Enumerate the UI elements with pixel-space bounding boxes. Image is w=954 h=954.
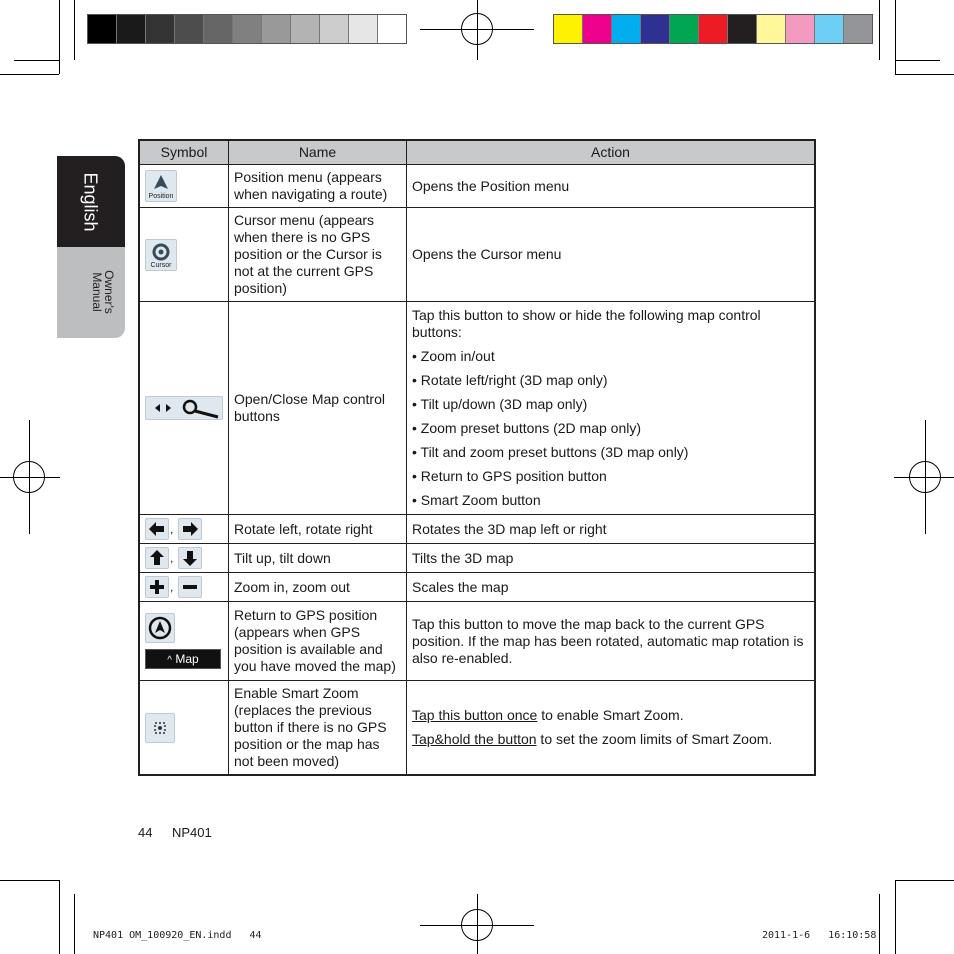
- color-swatch: [786, 15, 815, 43]
- name-cell: Enable Smart Zoom (replaces the previous button if there is no GPS position or the map has not been moved): [229, 681, 407, 776]
- action-line: Tap this button once to enable Smart Zoom.: [412, 707, 684, 723]
- name-cell: Tilt up, tilt down: [229, 544, 407, 573]
- color-swatch: [554, 15, 583, 43]
- action-cell: Rotates the 3D map left or right: [407, 515, 816, 544]
- action-line: • Zoom in/out: [412, 348, 495, 364]
- symbol-cell: ,: [139, 573, 229, 602]
- slug-filename: NP401 OM_100920_EN.indd 44: [93, 930, 262, 941]
- action-line: • Tilt and zoom preset buttons (3D map only): [412, 444, 689, 460]
- color-swatch: [844, 15, 872, 43]
- action-line: • Rotate left/right (3D map only): [412, 372, 608, 388]
- map-controls-icon: [145, 396, 223, 420]
- table-row: [139, 208, 815, 302]
- color-swatch: [815, 15, 844, 43]
- action-cell: Tap this button to move the map back to the current GPS position. If the map has been rotated, automatic map rotation is also re-enabled.: [407, 602, 816, 681]
- color-bar: [553, 14, 873, 44]
- color-swatch: [670, 15, 699, 43]
- symbol-cell: ,: [139, 515, 229, 544]
- symbol-cell: [139, 681, 229, 776]
- gray-swatch: [262, 15, 291, 43]
- arrow-right-icon: [178, 518, 202, 540]
- name-cell: Zoom in, zoom out: [229, 573, 407, 602]
- action-cell: Scales the map: [407, 573, 816, 602]
- table-row: [139, 544, 815, 573]
- table-row: [139, 165, 815, 208]
- header-symbol: Symbol: [139, 140, 229, 165]
- slug-timestamp: 2011-1-6 16:10:58: [762, 930, 877, 941]
- table-row: [139, 602, 815, 681]
- plus-icon: [145, 576, 169, 598]
- table-row: [139, 573, 815, 602]
- tap-once-link: Tap this button once: [412, 707, 538, 723]
- table-row: [139, 681, 815, 776]
- symbol-cell: [139, 302, 229, 515]
- gray-swatch: [291, 15, 320, 43]
- gray-swatch: [320, 15, 349, 43]
- manual-tab-label: Owner's Manual: [90, 270, 116, 314]
- grayscale-bar: [87, 14, 407, 44]
- symbol-cell: [139, 602, 229, 681]
- symbol-cell: [139, 208, 229, 302]
- name-cell: Return to GPS position (appears when GPS position is available and you have moved the map): [229, 602, 407, 681]
- tap-hold-link: Tap&hold the button: [412, 731, 537, 747]
- gray-swatch: [349, 15, 378, 43]
- name-cell: Open/Close Map control buttons: [229, 302, 407, 515]
- header-action: Action: [407, 140, 816, 165]
- arrow-down-icon: [178, 547, 202, 569]
- gray-swatch: [204, 15, 233, 43]
- table-row: [139, 515, 815, 544]
- map-button-icon: ^ Map: [145, 649, 221, 669]
- language-tab-label: English: [80, 172, 101, 232]
- table-row: [139, 302, 815, 515]
- action-cell: [407, 302, 816, 515]
- action-cell: [407, 681, 816, 776]
- symbol-table: [138, 139, 816, 776]
- action-line: • Smart Zoom button: [412, 492, 541, 508]
- color-swatch: [728, 15, 757, 43]
- gray-swatch: [175, 15, 204, 43]
- action-cell: Opens the Cursor menu: [407, 208, 816, 302]
- model-name: NP401: [172, 825, 212, 840]
- color-swatch: [757, 15, 786, 43]
- symbol-cell: ,: [139, 544, 229, 573]
- arrow-left-icon: [145, 518, 169, 540]
- action-cell: Tilts the 3D map: [407, 544, 816, 573]
- action-line: Tap&hold the button to set the zoom limits of Smart Zoom.: [412, 731, 773, 747]
- position-icon: Position: [145, 170, 177, 202]
- page-number: 44: [138, 825, 153, 840]
- name-cell: Cursor menu (appears when there is no GPS position or the Cursor is not at the current GPS position): [229, 208, 407, 302]
- action-line: • Return to GPS position button: [412, 468, 607, 484]
- minus-icon: [178, 576, 202, 598]
- cursor-icon: Cursor: [145, 239, 177, 271]
- color-swatch: [612, 15, 641, 43]
- action-line: Tap this button to show or hide the following map control buttons:: [412, 307, 761, 340]
- action-line: • Tilt up/down (3D map only): [412, 396, 588, 412]
- header-name: Name: [229, 140, 407, 165]
- color-swatch: [641, 15, 670, 43]
- color-swatch: [583, 15, 612, 43]
- arrow-up-icon: [145, 547, 169, 569]
- action-cell: Opens the Position menu: [407, 165, 816, 208]
- gray-swatch: [146, 15, 175, 43]
- action-line: • Zoom preset buttons (2D map only): [412, 420, 641, 436]
- gray-swatch: [378, 15, 406, 43]
- symbol-cell: [139, 165, 229, 208]
- gray-swatch: [117, 15, 146, 43]
- name-cell: Position menu (appears when navigating a route): [229, 165, 407, 208]
- smart-zoom-icon: [145, 713, 175, 743]
- gps-position-icon: [145, 613, 175, 643]
- gray-swatch: [233, 15, 262, 43]
- color-swatch: [699, 15, 728, 43]
- gray-swatch: [88, 15, 117, 43]
- name-cell: Rotate left, rotate right: [229, 515, 407, 544]
